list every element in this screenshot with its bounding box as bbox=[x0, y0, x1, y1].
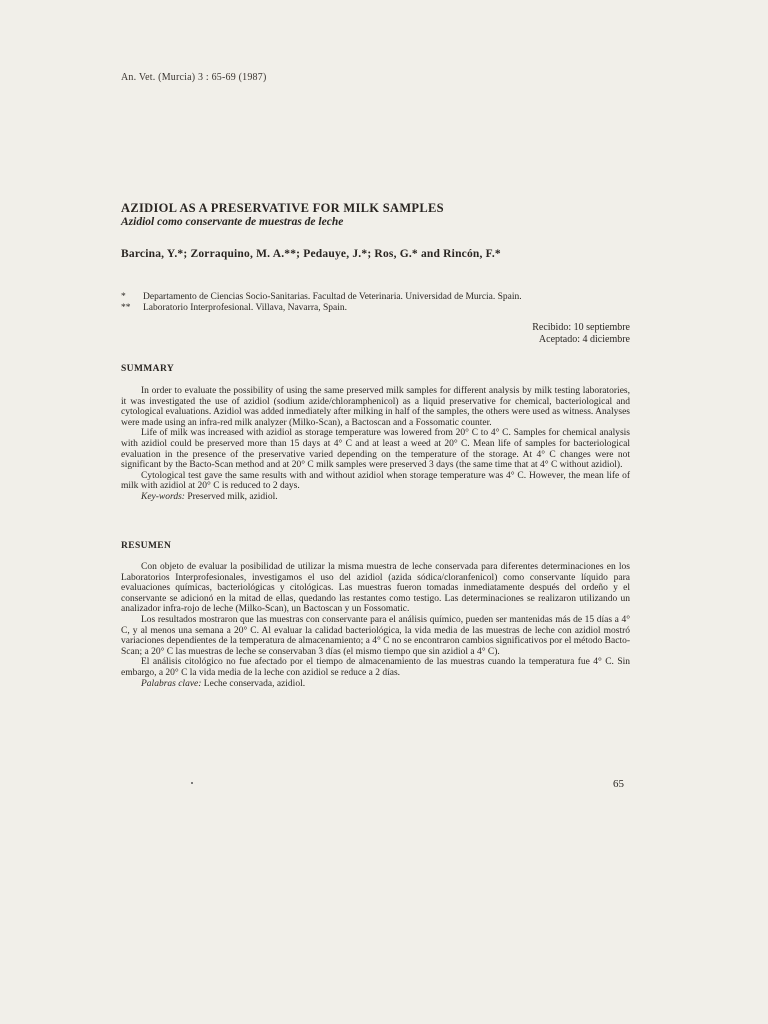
summary-body bbox=[121, 386, 630, 503]
resumen-paragraph: Los resultados mostraron que las muestras con conservante para el análisis químico, pueden ser mantenidas más de 15 días a 4° C, y al menos una semana a 20° C. Al evaluar la calidad bacteriológica, la vida media de las muestras de leche con azidiol mostró variaciones dependientes de la temperatura de almacenamiento; a 4° C no se encontraron cambios significativos por el método Bacto-Scan; a 20° C las muestras de leche se conservaban 3 días (el mismo tiempo que sin azidiol a 4° C). bbox=[121, 614, 630, 657]
submission-dates bbox=[460, 322, 630, 346]
page-number: 65 bbox=[613, 778, 624, 790]
author-list: Barcina, Y.*; Zorraquino, M. A.**; Pedauye, J.*; Ros, G.* and Rincón, F.* bbox=[121, 248, 501, 260]
summary-paragraph: In order to evaluate the possibility of using the same preserved milk samples for different analysis by milk testing laboratories, it was investigated the use of azidiol (sodium azide/chloramphenicol) as a liquid preservative for chemical, bacteriological and cytological evaluations. Azidiol was added inmediately after milking in half of the samples, the others were used as witness. Analyses were made using an infra-red milk analyzer (Milko-Scan), a Bactoscan and a Fossomatic counter. bbox=[121, 386, 630, 428]
accepted-date: Aceptado: 4 diciembre bbox=[538, 334, 630, 345]
affiliations bbox=[121, 292, 522, 314]
journal-citation: An. Vet. (Murcia) 3 : 65-69 (1987) bbox=[121, 72, 267, 83]
article-title: AZIDIOL AS A PRESERVATIVE FOR MILK SAMPLES bbox=[121, 201, 444, 215]
received-date: Recibido: 10 septiembre bbox=[532, 322, 630, 333]
article-subtitle: Azidiol como conservante de muestras de leche bbox=[121, 216, 344, 228]
summary-heading: SUMMARY bbox=[121, 364, 175, 374]
summary-paragraph: Life of milk was increased with azidiol as storage temperature was lowered from 20° C to 4° C. Samples for chemical analysis with azidiol could be preserved more than 15 days at 4° C and at least a weed at 20° C. Mean life of samples for bacteriological evaluation in the presence of the preservative varied depending on the temperature of the storage. At 4° C changes were not significant by the Bacto-Scan method and at 20° C milk samples were preserved 3 days (the same time that at 4° C without azidiol). bbox=[121, 428, 630, 471]
resumen-body bbox=[121, 562, 630, 689]
affiliation-mark: ** bbox=[121, 303, 131, 313]
keywords-label: Palabras clave: bbox=[141, 678, 202, 689]
keywords-label: Key-words: bbox=[141, 491, 185, 502]
resumen-keywords bbox=[121, 679, 630, 690]
affiliation-mark: * bbox=[121, 292, 126, 302]
scan-speck bbox=[191, 782, 193, 784]
resumen-heading: RESUMEN bbox=[121, 541, 172, 551]
resumen-paragraph: El análisis citológico no fue afectado por el tiempo de almacenamiento de las muestras cuando la temperatura fue 4° C. Sin embargo, a 20° C la vida media de la leche con azidiol se reduce a 2 días. bbox=[121, 657, 630, 678]
affiliation-item bbox=[121, 303, 522, 314]
affiliation-text: Departamento de Ciencias Socio-Sanitarias. Facultad de Veterinaria. Universidad de Murcia. Spain. bbox=[143, 292, 522, 302]
summary-keywords bbox=[121, 492, 630, 503]
keywords-text: Preserved milk, azidiol. bbox=[187, 491, 278, 502]
keywords-text: Leche conservada, azidiol. bbox=[203, 678, 306, 689]
summary-paragraph: Cytological test gave the same results with and without azidiol when storage temperature was 4° C. However, the mean life of milk with azidiol at 20° C is reduced to 2 days. bbox=[121, 470, 630, 492]
affiliation-text: Laboratorio Interprofesional. Villava, Navarra, Spain. bbox=[143, 303, 347, 313]
affiliation-item bbox=[121, 292, 522, 303]
resumen-paragraph: Con objeto de evaluar la posibilidad de utilizar la misma muestra de leche conservada para diferentes determinaciones en los Laboratorios Interprofesionales, investigamos el uso del azidiol (azida sódica/cloranfenicol) como conservante líquido para evaluaciones químicas, bacteriológicas y citológicas. Las muestras fueron tomadas inmediatamente después del ordeño y el conservante se adicionó en la mitad de ellas, quedando las restantes como testigo. Las determinaciones se realizaron utilizando un analizador infra-rojo de leche (Milko-Scan), un Bactoscan y un Fossomatic. bbox=[121, 562, 630, 615]
